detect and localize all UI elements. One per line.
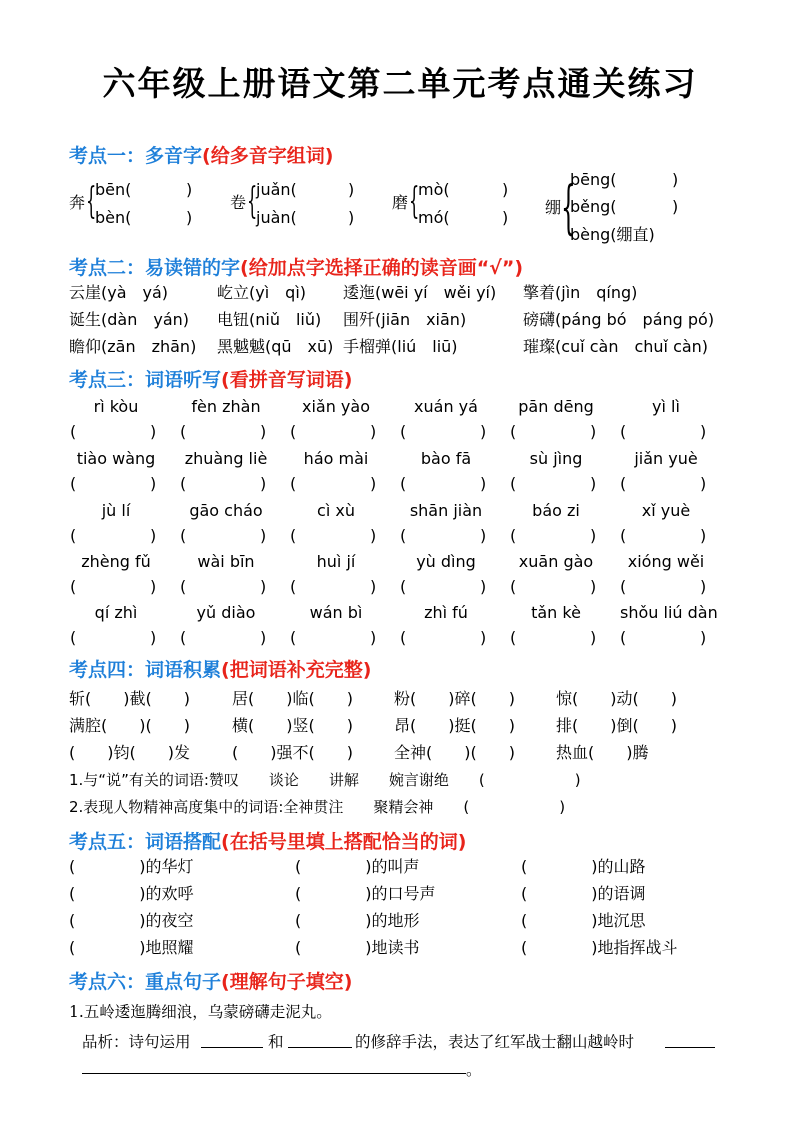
answer-paren-close: ) xyxy=(260,628,267,647)
answer-paren-open[interactable]: ( xyxy=(510,422,517,441)
reading: juǎn( xyxy=(256,180,297,199)
page-title: 六年级上册语文第二单元考点通关练习 xyxy=(102,64,698,103)
idiom-item: ( )钧( )发 xyxy=(69,743,190,762)
answer-paren-open[interactable]: ( xyxy=(400,526,407,545)
answer-paren-close: ) xyxy=(480,577,487,596)
answer-paren-close: ) xyxy=(480,422,487,441)
answer-paren-open[interactable]: ( xyxy=(70,422,77,441)
answer-blank[interactable] xyxy=(665,1047,715,1048)
collocation-item: ( )的华灯 xyxy=(69,857,194,876)
collocation-item: ( )的欢呼 xyxy=(69,884,194,903)
brace: { xyxy=(86,181,97,222)
pinyin-prompt: yù dìng xyxy=(416,552,476,571)
pinyin-prompt: zhuàng liè xyxy=(184,449,268,468)
analysis-and: 和 xyxy=(268,1033,284,1051)
answer-paren-open[interactable]: ( xyxy=(620,628,627,647)
answer-paren-close: ) xyxy=(150,526,157,545)
answer-paren-close: ) xyxy=(260,577,267,596)
pinyin-prompt: xǐ yuè xyxy=(641,501,691,520)
answer-paren-open[interactable]: ( xyxy=(70,577,77,596)
pinyin-prompt: fèn zhàn xyxy=(191,397,261,416)
idiom-item: 斩( )截( ) xyxy=(69,689,190,708)
answer-paren-open[interactable]: ( xyxy=(510,628,517,647)
answer-paren-open[interactable]: ( xyxy=(290,577,297,596)
pinyin-prompt: xióng wěi xyxy=(627,552,705,571)
section-2-instruction: (给加点字选择正确的读音画“√”) xyxy=(240,257,524,279)
answer-paren-open[interactable]: ( xyxy=(70,526,77,545)
answer-paren-open[interactable]: ( xyxy=(620,526,627,545)
reading: bèng(绷直) xyxy=(570,225,655,244)
pinyin-prompt: yǔ diào xyxy=(196,603,256,622)
reading-item: 瞻仰(zān zhān) xyxy=(69,337,197,356)
answer-paren-open[interactable]: ( xyxy=(400,577,407,596)
reading-item: 屹立(yì qì) xyxy=(217,283,307,302)
pinyin-prompt: xuān gào xyxy=(518,552,594,571)
reading-item: 云崖(yà yá) xyxy=(69,283,169,302)
idiom-item: 粉( )碎( ) xyxy=(394,689,515,708)
reading: mò( xyxy=(418,180,450,199)
analysis-prefix: 品析：诗句运用 xyxy=(82,1033,191,1051)
pinyin-prompt: rì kòu xyxy=(93,397,139,416)
answer-paren-open[interactable]: ( xyxy=(180,577,187,596)
pinyin-prompt: zhì fú xyxy=(424,603,468,622)
reading-item: 逶迤(wēi yí wěi yí) xyxy=(343,283,497,302)
answer-paren-close: ) xyxy=(480,526,487,545)
polyphone-char: 绷 xyxy=(545,198,562,217)
reading: bēng( xyxy=(570,170,617,189)
reading-item: 擎着(jìn qíng) xyxy=(523,283,638,302)
answer-paren-open[interactable]: ( xyxy=(510,474,517,493)
answer-paren-close: ) xyxy=(370,628,377,647)
answer-paren-close: ) xyxy=(590,577,597,596)
answer-paren-open[interactable]: ( xyxy=(510,526,517,545)
pinyin-prompt: tǎn kè xyxy=(531,603,581,622)
idiom-item: 热血( )腾 xyxy=(556,743,649,762)
reading: juàn( xyxy=(256,208,297,227)
pinyin-prompt: bào fā xyxy=(420,449,472,468)
answer-paren-close: ) xyxy=(370,422,377,441)
answer-paren-open[interactable]: ( xyxy=(180,526,187,545)
pinyin-prompt: shǒu liú dàn xyxy=(620,603,718,622)
idiom-item: ( )强不( ) xyxy=(232,743,353,762)
reading-item: 磅礴(páng bó páng pó) xyxy=(523,310,715,329)
answer-paren-close: ) xyxy=(370,474,377,493)
reading-item: 诞生(dàn yán) xyxy=(69,310,190,329)
answer-paren-open[interactable]: ( xyxy=(400,422,407,441)
answer-paren-close: ) xyxy=(480,628,487,647)
pinyin-prompt: jiǎn yuè xyxy=(634,449,698,468)
answer-paren-close: ) xyxy=(590,526,597,545)
section-5-instruction: (在括号里填上搭配恰当的词) xyxy=(221,831,467,853)
section-1-title: 考点一：多音字 xyxy=(69,145,203,167)
pinyin-prompt: tiào wàng xyxy=(76,449,156,468)
answer-paren-close: ) xyxy=(370,577,377,596)
answer-paren-close: ) xyxy=(370,526,377,545)
answer-paren-open[interactable]: ( xyxy=(620,577,627,596)
pinyin-prompt: yì lì xyxy=(652,397,680,416)
answer-paren-open[interactable]: ( xyxy=(180,422,187,441)
pinyin-prompt: cì xù xyxy=(317,501,355,520)
pinyin-prompt: qí zhì xyxy=(94,603,138,622)
word-list-speech: 1.与“说”有关的词语:赞叹 谈论 讲解 婉言谢绝 ( ) xyxy=(69,771,581,789)
brace: { xyxy=(561,173,576,241)
answer-paren-close: ) xyxy=(480,474,487,493)
section-6-heading xyxy=(69,970,352,994)
reading: mó( xyxy=(418,208,450,227)
answer-paren-close: ) xyxy=(590,628,597,647)
pinyin-prompt: háo mài xyxy=(303,449,369,468)
polyphone-char: 磨 xyxy=(392,193,409,212)
answer-paren-open[interactable]: ( xyxy=(290,422,297,441)
reading: bèn( xyxy=(95,208,132,227)
brace: { xyxy=(409,181,420,222)
pinyin-prompt: shān jiàn xyxy=(409,501,483,520)
brace: { xyxy=(247,181,258,222)
reading-item: 电钮(niǔ liǔ) xyxy=(217,310,322,329)
reading-item: 璀璨(cuǐ càn chuǐ càn) xyxy=(523,337,709,356)
pinyin-prompt: jù lí xyxy=(101,501,131,520)
section-5-title: 考点五：词语搭配 xyxy=(69,831,222,853)
answer-paren-open[interactable]: ( xyxy=(510,577,517,596)
collocation-item: ( )的语调 xyxy=(521,884,646,903)
pinyin-prompt: wài bīn xyxy=(197,552,255,571)
answer-paren-open[interactable]: ( xyxy=(620,422,627,441)
answer-paren-close: ) xyxy=(590,422,597,441)
answer-paren-open[interactable]: ( xyxy=(290,474,297,493)
analysis-suffix: 的修辞手法，表达了红军战士翻山越岭时 xyxy=(355,1033,635,1051)
idiom-item: 昂( )挺( ) xyxy=(394,716,515,735)
pinyin-prompt: xiǎn yào xyxy=(301,397,370,416)
pinyin-prompt: pān dēng xyxy=(518,397,594,416)
answer-paren-close: ) xyxy=(700,628,707,647)
answer-blank[interactable] xyxy=(288,1047,352,1048)
answer-paren-open[interactable]: ( xyxy=(70,474,77,493)
answer-paren-open[interactable]: ( xyxy=(180,628,187,647)
pinyin-prompt: sù jìng xyxy=(529,449,583,468)
answer-paren-open[interactable]: ( xyxy=(400,474,407,493)
polyphone-char: 卷 xyxy=(230,193,247,212)
collocation-item: ( )地沉思 xyxy=(521,911,646,930)
section-6-title: 考点六：重点句子 xyxy=(69,971,222,993)
answer-paren-close: ) xyxy=(150,628,157,647)
collocation-item: ( )的叫声 xyxy=(295,857,420,876)
answer-paren-open[interactable]: ( xyxy=(290,526,297,545)
idiom-item: 满腔( )( ) xyxy=(69,716,190,735)
section-2-heading xyxy=(69,256,523,280)
section-2-title: 考点二：易读错的字 xyxy=(69,257,241,279)
collocation-item: ( )的口号声 xyxy=(295,884,436,903)
answer-paren-open[interactable]: ( xyxy=(180,474,187,493)
pinyin-prompt: xuán yá xyxy=(414,397,478,416)
section-1-instruction: (给多音字组词) xyxy=(202,145,334,167)
collocation-item: ( )地照耀 xyxy=(69,938,194,957)
answer-paren-open[interactable]: ( xyxy=(400,628,407,647)
answer-paren-close: ) xyxy=(150,474,157,493)
section-3-heading xyxy=(69,368,352,392)
answer-paren-close: ) xyxy=(150,577,157,596)
answer-blank[interactable] xyxy=(82,1073,466,1074)
answer-paren-close: ) xyxy=(700,474,707,493)
idiom-item: 横( )竖( ) xyxy=(232,716,353,735)
answer-paren-close: ) xyxy=(260,526,267,545)
reading-item: 手榴弹(liú liū) xyxy=(343,337,458,356)
sentence-end: 。 xyxy=(466,1061,482,1079)
answer-paren-close: ) xyxy=(150,422,157,441)
word-list-focus: 2.表现人物精神高度集中的词语:全神贯注 聚精会神 ( ) xyxy=(69,798,566,816)
pinyin-prompt: huì jí xyxy=(316,552,356,571)
reading: bēn( xyxy=(95,180,132,199)
section-6-instruction: (理解句子填空) xyxy=(221,971,353,993)
collocation-item: ( )地读书 xyxy=(295,938,420,957)
answer-paren-close: ) xyxy=(700,577,707,596)
section-5-heading xyxy=(69,830,466,854)
idiom-item: 排( )倒( ) xyxy=(556,716,677,735)
collocation-item: ( )的山路 xyxy=(521,857,646,876)
answer-paren-close: ) xyxy=(700,526,707,545)
answer-paren-close: ) xyxy=(260,474,267,493)
pinyin-prompt: zhèng fǔ xyxy=(81,552,151,571)
answer-paren-open[interactable]: ( xyxy=(620,474,627,493)
collocation-item: ( )地指挥战斗 xyxy=(521,938,678,957)
reading-item: 黑魆魆(qū xū) xyxy=(217,337,334,356)
section-4-title: 考点四：词语积累 xyxy=(69,659,222,681)
section-4-heading xyxy=(69,658,371,682)
reading-item: 围歼(jiān xiān) xyxy=(343,310,467,329)
answer-paren-close: ) xyxy=(590,474,597,493)
reading: běng( xyxy=(570,197,617,216)
section-3-instruction: (看拼音写词语) xyxy=(221,369,353,391)
idiom-item: 居( )临( ) xyxy=(232,689,353,708)
idiom-item: 全神( )( ) xyxy=(394,743,515,762)
answer-paren-close: ) xyxy=(260,422,267,441)
polyphone-char: 奔 xyxy=(69,193,86,212)
pinyin-prompt: wán bì xyxy=(309,603,363,622)
answer-paren-open[interactable]: ( xyxy=(70,628,77,647)
section-4-instruction: (把词语补充完整) xyxy=(221,659,372,681)
collocation-item: ( )的地形 xyxy=(295,911,420,930)
pinyin-prompt: báo zi xyxy=(532,501,580,520)
pinyin-prompt: gāo cháo xyxy=(189,501,263,520)
collocation-item: ( )的夜空 xyxy=(69,911,194,930)
answer-paren-open[interactable]: ( xyxy=(290,628,297,647)
key-sentence: 1.五岭逶迤腾细浪，乌蒙磅礴走泥丸。 xyxy=(69,1003,332,1021)
idiom-item: 惊( )动( ) xyxy=(556,689,677,708)
section-1-heading xyxy=(69,144,333,168)
answer-paren-close: ) xyxy=(700,422,707,441)
answer-blank[interactable] xyxy=(201,1047,263,1048)
section-3-title: 考点三：词语听写 xyxy=(69,369,222,391)
